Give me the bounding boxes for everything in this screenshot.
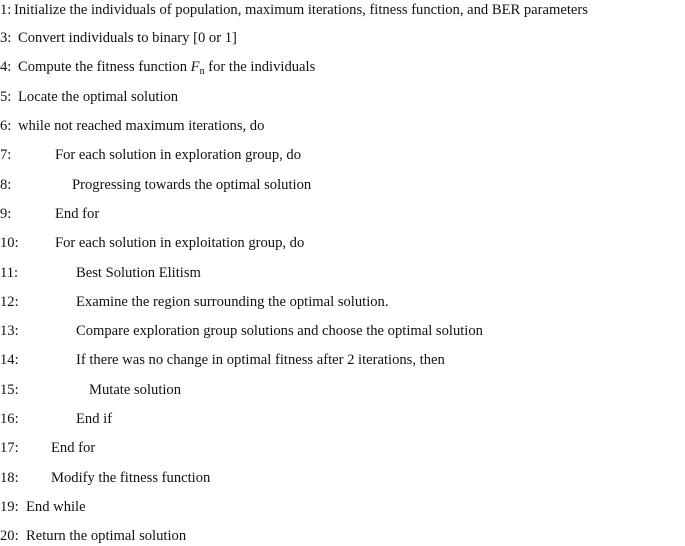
line-text-before: Compute the fitness function [18,59,191,75]
line-number: 11: [0,265,19,281]
line-text: End for [51,440,96,456]
line-text: while not reached maximum iterations, do [18,118,265,134]
line-number: 15: [0,382,19,398]
line-text: Modify the fitness function [51,470,211,486]
line-text: End if [76,411,113,427]
line-number: 19: [0,499,19,515]
line-number: 12: [0,294,19,310]
line-text: For each solution in exploitation group, do [55,235,305,251]
line-number: 4: [0,59,12,75]
line-number: 16: [0,411,19,427]
line-text: Best Solution Elitism [76,265,201,281]
line-text: For each solution in exploration group, do [55,147,302,163]
line-number: 13: [0,323,19,339]
line-number: 9: [0,206,12,222]
line-text: Compare exploration group solutions and choose the optimal solution [76,323,483,339]
line-text: Mutate solution [89,382,182,398]
line-text: If there was no change in optimal fitness after 2 iterations, then [76,352,445,368]
fitness-subscript: n [199,66,205,77]
line-text: Locate the optimal solution [18,89,179,105]
line-text: Initialize the individuals of population, maximum iterations, fitness function, and BER parameters [14,2,588,18]
line-number: 10: [0,235,19,251]
line-number: 17: [0,440,19,456]
line-number: 1: [0,2,12,18]
line-number: 20: [0,528,19,544]
line-number: 6: [0,118,12,134]
line-text: Return the optimal solution [26,528,187,544]
line-text: Convert individuals to binary [0 or 1] [18,30,237,46]
line-text-after: for the individuals [204,59,316,75]
line-number: 14: [0,352,19,368]
line-text: Progressing towards the optimal solution [72,177,312,193]
line-number: 5: [0,89,12,105]
line-number: 8: [0,177,12,193]
line-text: End for [55,206,100,222]
line-text: Examine the region surrounding the optimal solution. [76,294,389,310]
line-text [18,57,315,82]
fitness-variable: F [190,59,200,75]
line-number: 3: [0,30,12,46]
line-number: 7: [0,147,12,163]
line-number: 18: [0,470,19,486]
line-text: End while [26,499,86,515]
